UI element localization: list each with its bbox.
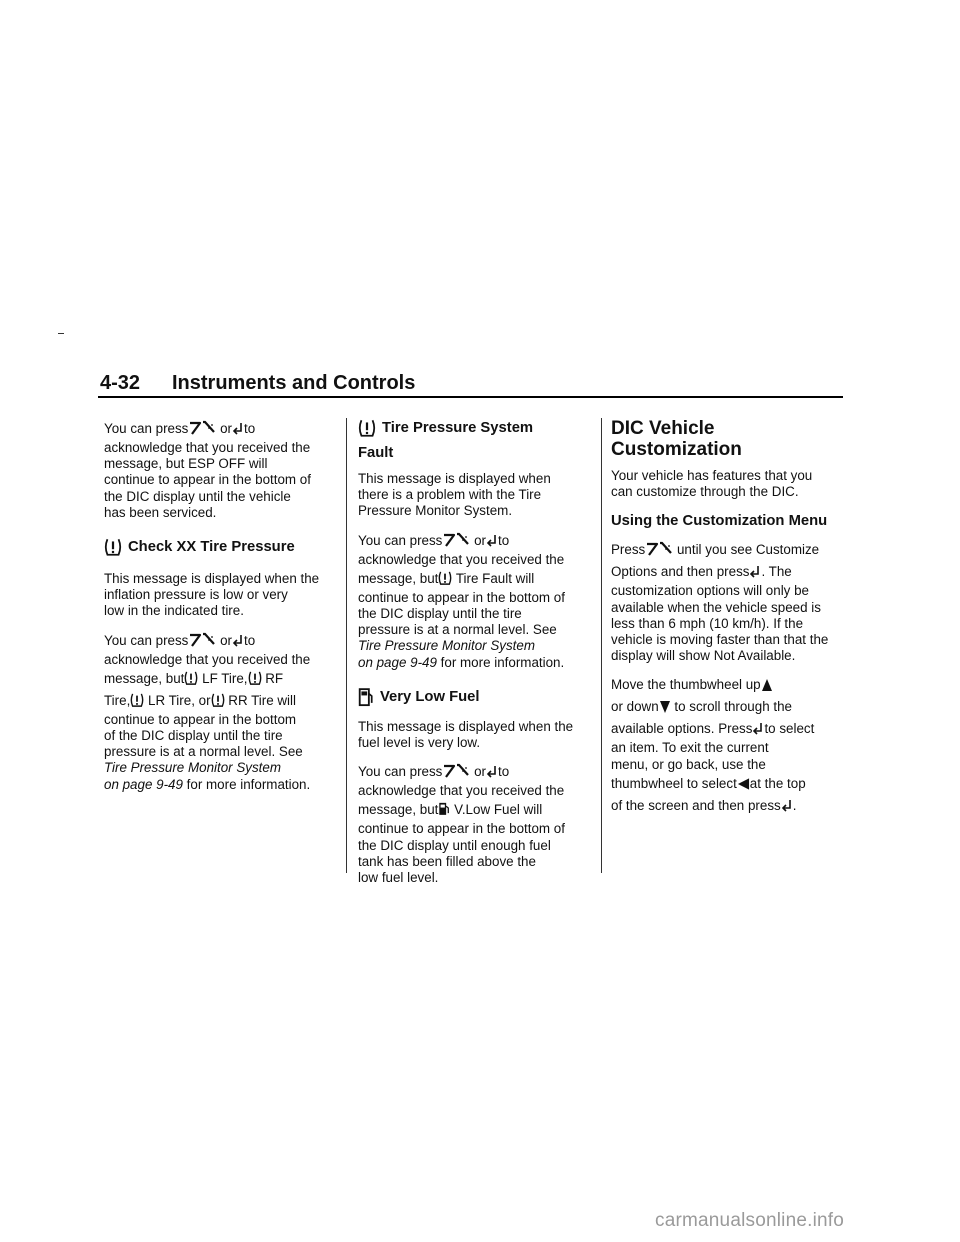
tire-pressure-warning-icon [248, 670, 262, 686]
page-number: 4-32 [100, 372, 141, 394]
text: message, but [358, 802, 439, 818]
text: or [220, 632, 233, 648]
text-line: of the DIC display until the tire [104, 728, 283, 744]
text: You can press [104, 632, 189, 648]
text-line: the DIC display until the tire [358, 606, 522, 622]
column-2 [358, 418, 596, 896]
text-line: inflation pressure is low or very [104, 587, 288, 603]
tire-pressure-system-fault-heading [358, 418, 596, 463]
text-line: pressure is at a normal level. See [104, 744, 303, 760]
tire-pressure-warning-icon [438, 570, 452, 586]
menu-button-icon [645, 541, 673, 557]
text: . [792, 797, 797, 813]
cross-reference-link[interactable]: Tire Pressure Monitor System [104, 760, 281, 776]
menu-button-icon [442, 763, 470, 779]
text-line: pressure is at a normal level. See [358, 622, 557, 638]
text-line: less than 6 mph (10 km/h). If the [611, 615, 804, 631]
enter-button-icon [486, 765, 498, 779]
text: Options and then press [611, 564, 750, 580]
low-fuel-description [358, 719, 596, 751]
text: Move the thumbwheel up [611, 677, 761, 693]
watermark: carmanualsonline.info [655, 1210, 845, 1231]
enter-button-icon [232, 422, 244, 436]
text: LF Tire, [202, 670, 248, 686]
text-line: the DIC display until the vehicle [104, 488, 291, 504]
text-line: tank has been filled above the [358, 853, 536, 869]
text: Press [611, 542, 646, 558]
page-header [98, 372, 843, 394]
menu-button-icon [188, 632, 216, 648]
fuel-gauge-icon [438, 799, 450, 817]
cross-reference-page[interactable]: on page 9-49 [358, 654, 437, 670]
text: to [244, 632, 256, 648]
text: to scroll through the [674, 699, 792, 715]
enter-button-icon [752, 722, 764, 736]
text: You can press [358, 532, 443, 548]
text-line: low in the indicated tire. [104, 603, 244, 619]
tire-pressure-warning-icon [130, 692, 144, 708]
text: LR Tire, or [148, 692, 211, 708]
text: thumbwheel to select [611, 775, 737, 791]
text: until you see Customize [676, 542, 820, 558]
menu-button-icon [188, 420, 216, 436]
back-arrow-icon [737, 777, 750, 791]
text: RR Tire will [228, 692, 296, 708]
heading-text: Customization [611, 439, 742, 460]
text: message, but [358, 570, 439, 586]
fault-acknowledge [358, 530, 596, 671]
column-3 [611, 418, 849, 827]
text: for more information. [186, 776, 311, 792]
text: . The [761, 564, 792, 580]
text: or [220, 421, 233, 436]
text: message, but [104, 670, 185, 686]
text-line: continue to appear in the bottom of [104, 472, 311, 488]
text-line: Pressure Monitor System. [358, 503, 513, 519]
text: or down [611, 699, 659, 715]
heading-text: Check XX Tire Pressure [128, 539, 295, 556]
enter-button-icon [486, 534, 498, 548]
text-line: has been serviced. [104, 504, 217, 520]
text-line: This message is displayed when [358, 471, 551, 486]
text-line: continue to appear in the bottom [104, 711, 297, 727]
text: at the top [749, 775, 806, 791]
page-mark [58, 333, 64, 334]
text-line: can customize through the DIC. [611, 484, 799, 500]
text: or [474, 532, 487, 548]
text-line: acknowledge that you received the [104, 651, 311, 667]
up-arrow-icon [761, 678, 773, 692]
low-fuel-acknowledge [358, 761, 596, 886]
check-tire-description [104, 571, 340, 620]
heading-text: Tire Pressure System [382, 420, 534, 436]
enter-button-icon [781, 799, 793, 813]
heading-text: Very Low Fuel [380, 688, 480, 705]
text-line: available when the vehicle speed is [611, 599, 821, 615]
customization-access [611, 539, 849, 664]
very-low-fuel-heading [358, 685, 596, 707]
text-line: acknowledge that you received the [358, 783, 565, 799]
text: to select [764, 721, 815, 737]
tire-pressure-warning-icon [184, 670, 198, 686]
text-line: fuel level is very low. [358, 735, 481, 751]
text-line: message, but ESP OFF will [104, 456, 268, 472]
text-line: acknowledge that you received the [104, 440, 311, 455]
cross-reference-link[interactable]: Tire Pressure Monitor System [358, 638, 535, 654]
cross-reference-page[interactable]: on page 9-49 [104, 776, 183, 792]
tire-pressure-warning-icon [211, 692, 225, 708]
text-line: display will show Not Available. [611, 648, 796, 664]
column-1 [104, 418, 340, 803]
text-line: acknowledge that you received the [358, 551, 565, 567]
check-tire-acknowledge [104, 630, 340, 793]
heading-text: Fault [358, 445, 394, 461]
text-line: low fuel level. [358, 870, 439, 886]
text: to [498, 764, 510, 780]
text-line: vehicle is moving faster than that the [611, 632, 829, 648]
text-line: there is a problem with the Tire [358, 487, 542, 503]
text-line: This message is displayed when the [104, 571, 320, 587]
text-line: an item. To exit the current [611, 740, 769, 756]
text-line: menu, or go back, use the [611, 756, 766, 772]
text: V.Low Fuel will [454, 802, 543, 818]
text: Tire Fault will [455, 570, 535, 586]
header-rule [98, 396, 843, 398]
text: You can press [104, 421, 189, 436]
enter-button-icon [232, 634, 244, 648]
text: to [498, 532, 510, 548]
text: for more information. [440, 654, 565, 670]
column-divider-1 [346, 418, 347, 873]
text: to [244, 421, 256, 436]
section-title: Instruments and Controls [172, 372, 416, 394]
text: RF [265, 670, 284, 686]
text-line: This message is displayed when the [358, 718, 574, 734]
using-customization-menu-heading: Using the Customization Menu [611, 513, 828, 530]
thumbwheel-instructions [611, 674, 849, 816]
enter-button-icon [749, 565, 761, 579]
text-line: customization options will only be [611, 583, 809, 599]
fuel-gauge-icon [358, 685, 374, 707]
down-arrow-icon [659, 700, 671, 714]
text-line: continue to appear in the bottom of [358, 821, 565, 837]
text: Tire, [104, 692, 131, 708]
menu-button-icon [442, 532, 470, 548]
tire-pressure-warning-icon [358, 418, 376, 438]
esp-off-paragraph [104, 418, 340, 521]
tire-pressure-warning-icon [104, 537, 122, 557]
text: You can press [358, 764, 443, 780]
check-tire-pressure-heading [104, 537, 340, 557]
column-divider-2 [601, 418, 602, 873]
fault-description [358, 471, 596, 520]
text-line: continue to appear in the bottom of [358, 589, 565, 605]
text-line: the DIC display until enough fuel [358, 837, 551, 853]
text: or [474, 764, 487, 780]
dic-vehicle-customization-heading [611, 418, 849, 460]
text-line: Your vehicle has features that you [611, 468, 813, 483]
text: available options. Press [611, 721, 753, 737]
text: of the screen and then press [611, 797, 781, 813]
customization-intro [611, 468, 849, 500]
heading-text: DIC Vehicle [611, 418, 715, 439]
